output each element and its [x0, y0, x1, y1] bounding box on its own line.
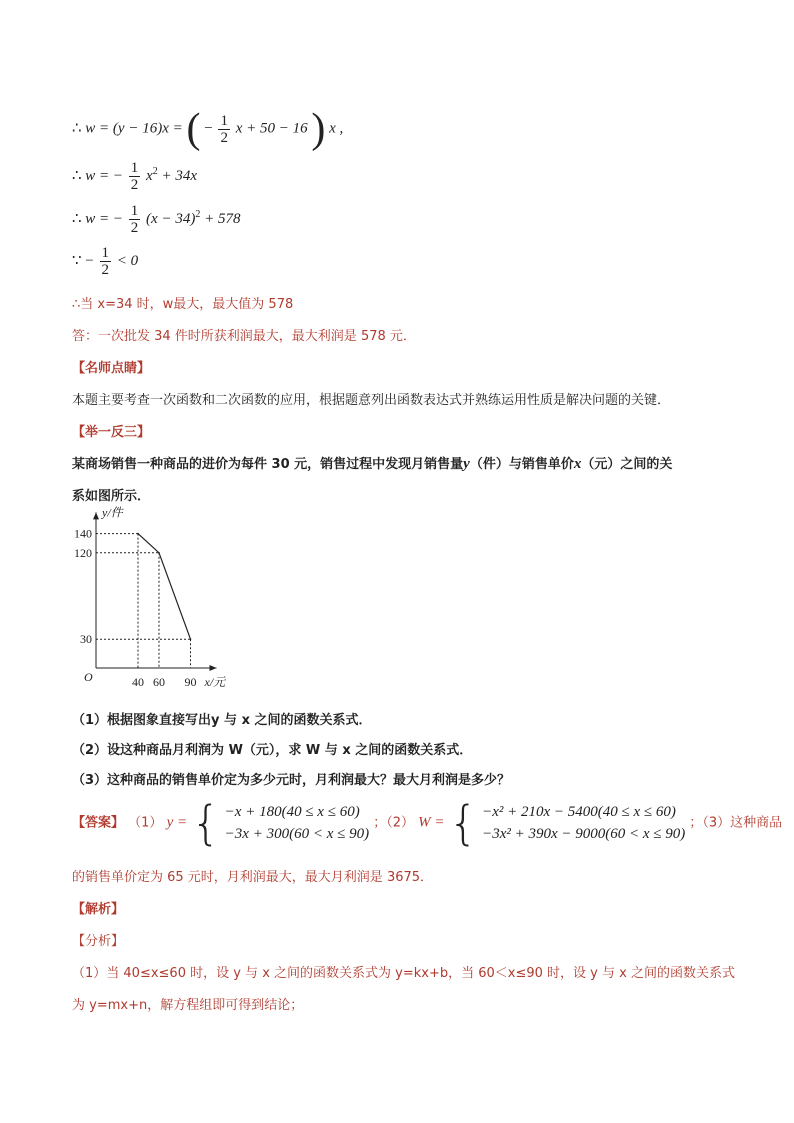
teacher-comment-text: 本题主要考查一次函数和二次函数的应用，根据题意列出函数表达式并熟练运用性质是解决问题的关键．	[72, 393, 671, 408]
right-paren: )	[311, 106, 326, 152]
w-equation: W =	[418, 814, 445, 831]
fraction: $\frac{1}{2}$	[101, 245, 110, 278]
problem-text	[72, 453, 672, 473]
data-point	[190, 638, 192, 640]
example-title: 【举一反三】	[72, 425, 151, 440]
y-cases	[225, 801, 369, 845]
left-brace: {	[448, 796, 478, 850]
equation-line-3	[72, 203, 240, 236]
therefore-symbol: ∴	[72, 210, 82, 227]
y-case-2: −3x + 300(60 < x ≤ 90)	[224, 826, 370, 842]
equation-text: x + 50 − 16	[235, 120, 308, 137]
problem-text-part: （件）与销售单价	[469, 457, 574, 472]
w-case-2: −3x² + 390x − 9000(60 < x ≤ 90)	[482, 826, 686, 842]
fraction: $\frac{1}{2}$	[220, 112, 228, 146]
equation-text: w = −	[85, 210, 124, 227]
equation-text: x ,	[329, 120, 344, 137]
sales-chart	[60, 505, 250, 695]
answer-part-1: （1）	[128, 815, 163, 831]
exponent: 2	[195, 208, 201, 220]
y-tick-label: 140	[74, 526, 92, 541]
analysis-paragraph-1: （1）当 40≤x≤60 时，设 y 与 x 之间的函数关系式为 y=kx+b，当 60＜x≤90 时，设 y 与 x 之间的函数关系式	[72, 966, 735, 981]
equation-line-2	[72, 160, 197, 193]
problem-text-part: 某商场销售一种商品的进价为每件 30 元，销售过程中发现月销售量	[72, 457, 464, 472]
problem-text-line-2: 系如图所示．	[72, 489, 151, 504]
data-point	[137, 533, 139, 535]
w-case-1: −x² + 210x − 5400(40 ≤ x ≤ 60)	[482, 804, 676, 820]
x-tick-label: 90	[184, 675, 197, 689]
left-brace: {	[191, 796, 221, 850]
answer-separator: ；（2）	[373, 815, 414, 831]
answer-separator: ；（3）这种商品	[689, 815, 783, 831]
equation-text: x	[146, 167, 153, 184]
question-1: （1）根据图象直接写出y 与 x 之间的函数关系式．	[72, 713, 372, 728]
fraction: $\frac{1}{2}$	[130, 160, 139, 193]
analysis-subtitle: 【分析】	[72, 934, 125, 949]
conclusion-line: ∴当 x=34 时，w最大，最大值为 578	[72, 297, 294, 312]
y-tick-label: 30	[80, 632, 92, 647]
equation-line-4	[72, 245, 138, 278]
x-tick-label: 40	[132, 675, 144, 689]
series-line	[138, 534, 191, 640]
answer-line-2: 的销售单价定为 65 元时，月利润最大，最大月利润是 3675．	[72, 870, 434, 885]
y-axis-label: y/件	[102, 505, 123, 520]
equation-text: + 34x	[161, 167, 197, 184]
equation-text: < 0	[116, 252, 139, 269]
equation-text: w = −	[85, 167, 124, 184]
w-cases	[482, 801, 685, 845]
y-tick-label: 120	[74, 545, 92, 560]
problem-text-part: （元）之间的关	[581, 457, 673, 472]
x-axis-label: x/元	[204, 675, 226, 689]
question-2: （2）设这种商品月利润为 W（元），求 W 与 x 之间的函数关系式．	[72, 743, 473, 758]
answer-sentence: 答：一次批发 34 件时所获利润最大，最大利润是 578 元．	[72, 329, 416, 344]
y-equation: y =	[166, 814, 188, 831]
teacher-comment-title: 【名师点睛】	[72, 361, 151, 376]
equation-text: + 578	[204, 210, 241, 227]
origin-label: O	[84, 670, 93, 684]
equation-text: w = (y − 16)x =	[85, 120, 183, 137]
x-axis-arrow	[210, 665, 217, 671]
variable-y: y	[463, 456, 470, 472]
exponent: 2	[152, 165, 158, 177]
left-paren: (	[186, 106, 201, 152]
minus-sign: −	[204, 120, 213, 137]
fraction: $\frac{1}{2}$	[130, 203, 139, 236]
therefore-symbol: ∴	[72, 120, 82, 137]
answer-label: 【答案】	[72, 815, 125, 831]
question-3: （3）这种商品的销售单价定为多少元时，月利润最大？最大月利润是多少？	[72, 773, 511, 788]
minus-sign: −	[85, 252, 94, 269]
y-case-1: −x + 180(40 ≤ x ≤ 60)	[224, 804, 360, 820]
variable-x: x	[573, 456, 582, 472]
y-axis-arrow	[93, 512, 99, 519]
x-tick-label: 60	[153, 675, 165, 689]
analysis-title: 【解析】	[72, 902, 125, 917]
analysis-paragraph-2: 为 y=mx+n，解方程组即可得到结论；	[72, 998, 304, 1013]
data-point	[158, 552, 160, 554]
therefore-symbol: ∴	[72, 167, 82, 184]
equation-line-1	[72, 108, 343, 150]
because-symbol: ∵	[72, 252, 82, 269]
answer-block	[72, 796, 783, 850]
equation-text: (x − 34)	[146, 210, 196, 227]
